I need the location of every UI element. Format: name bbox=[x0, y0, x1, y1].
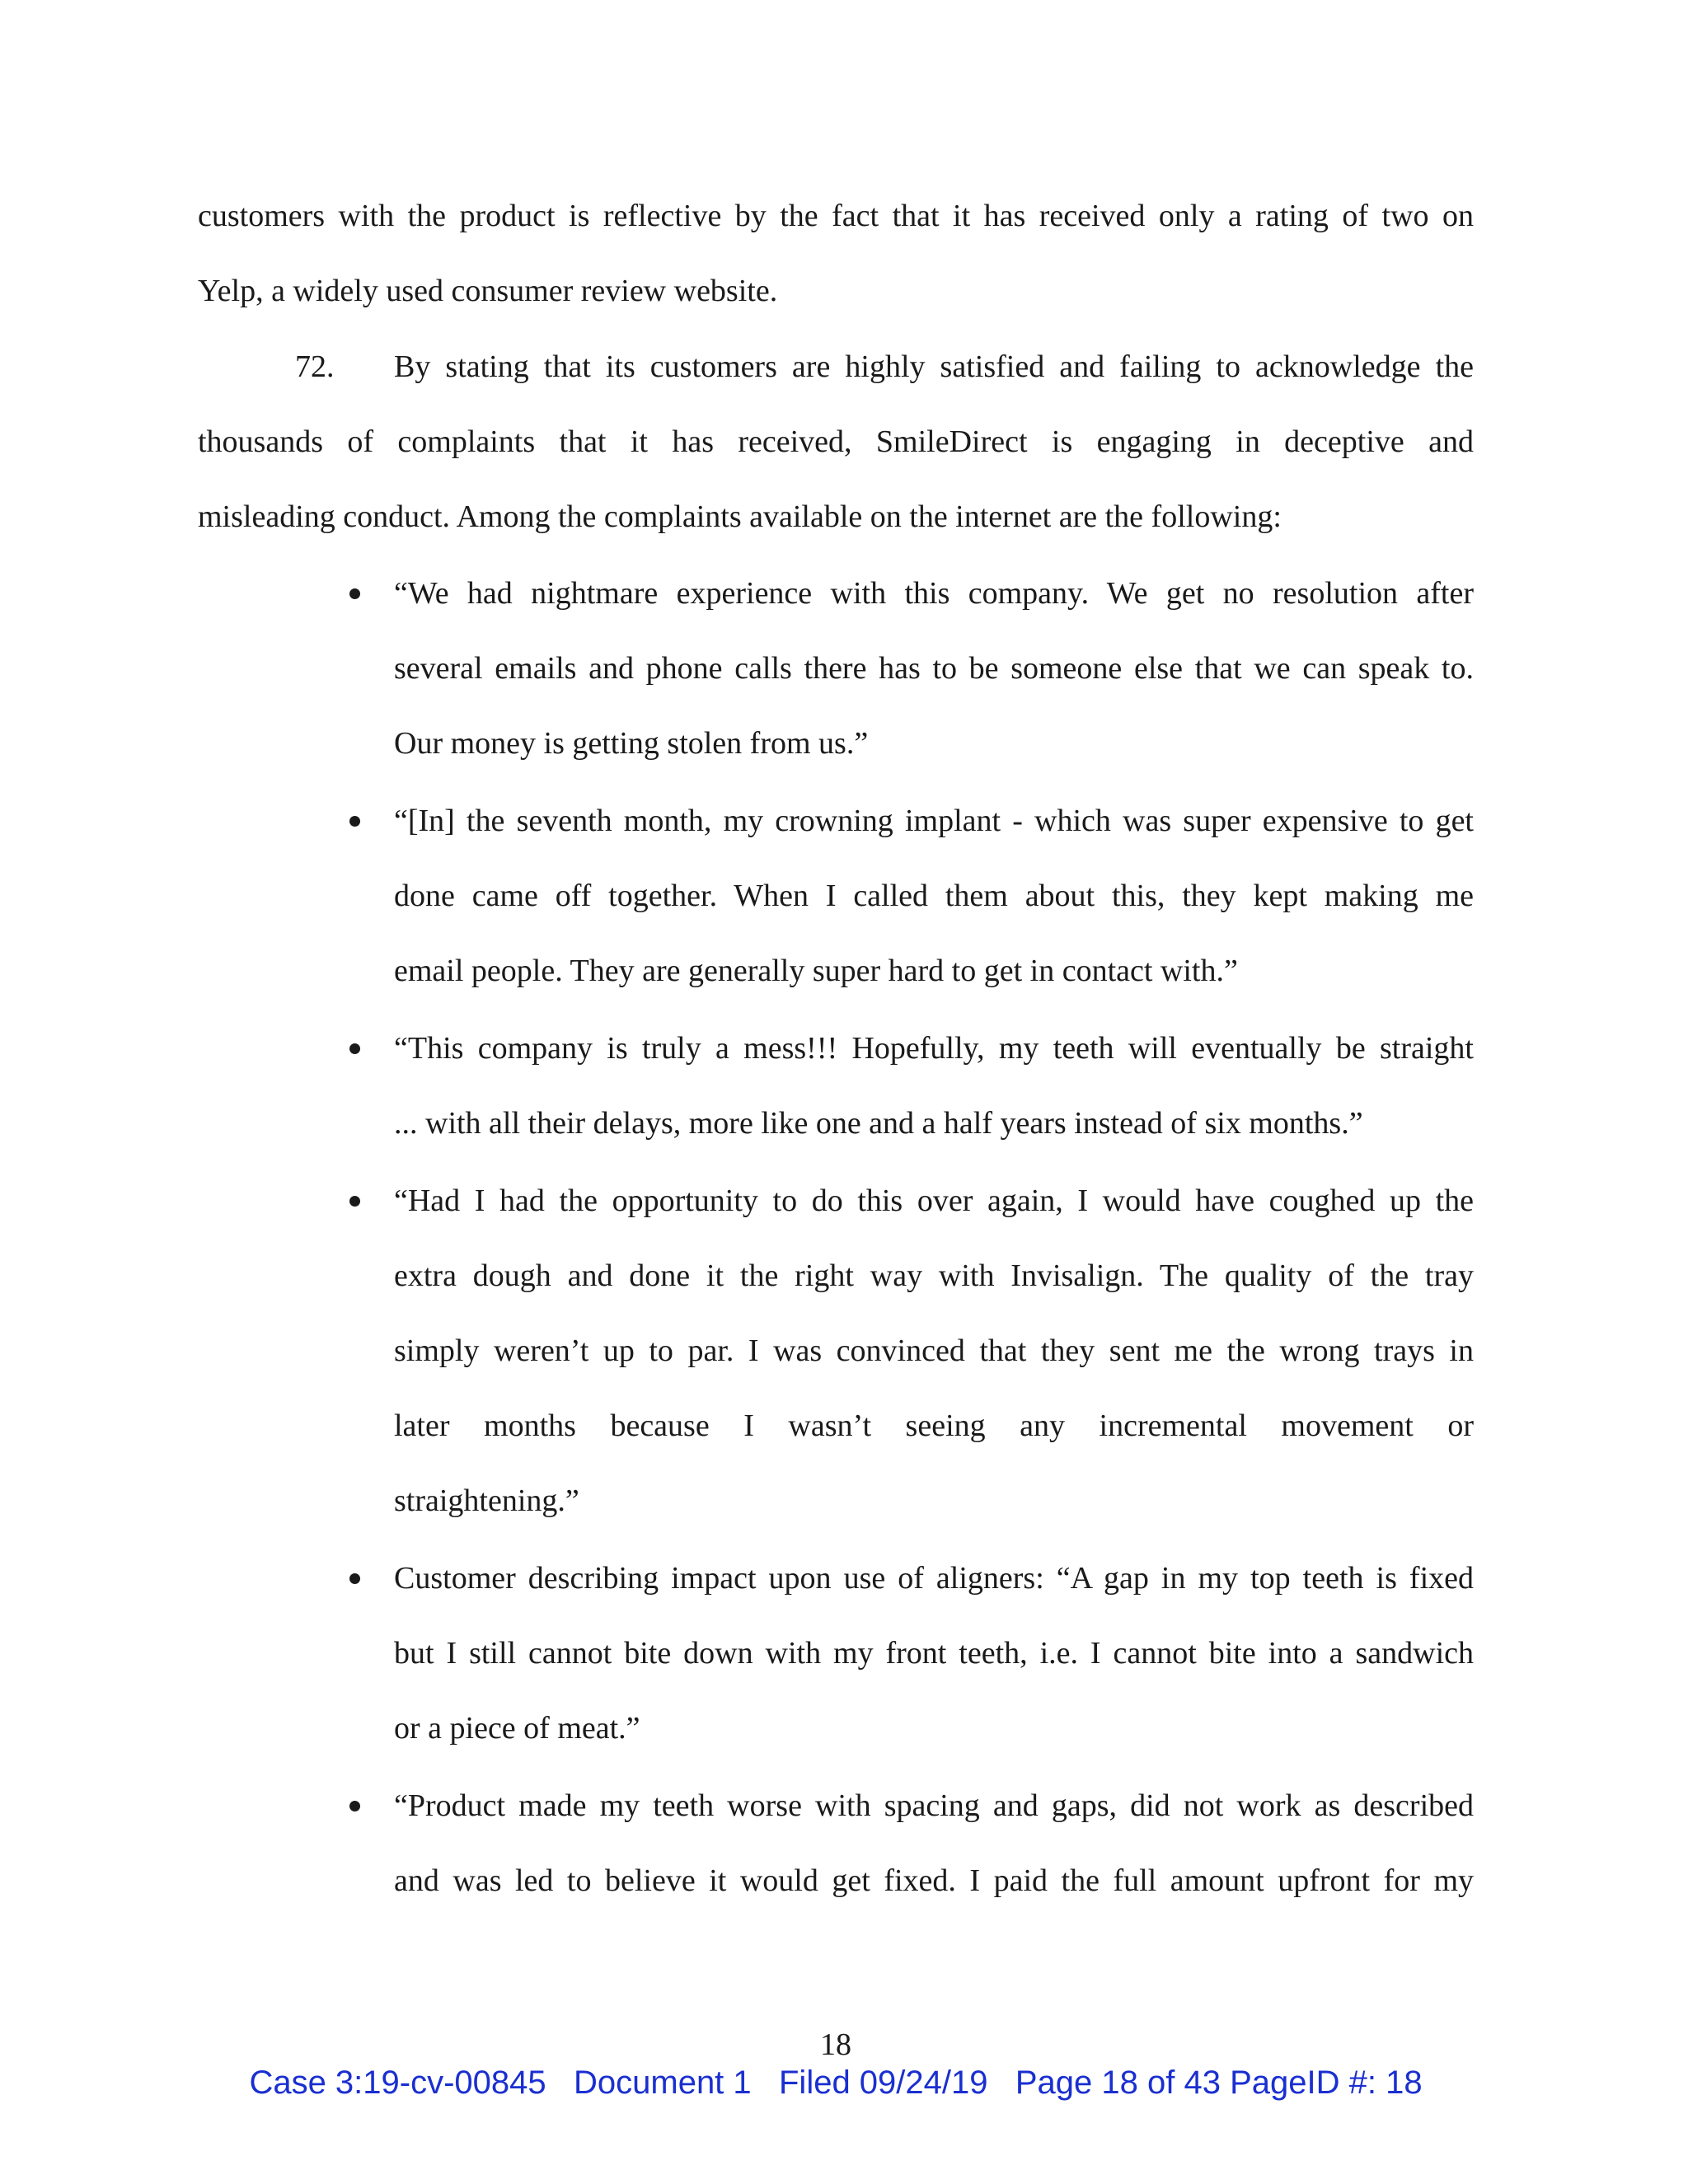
bullet-icon bbox=[346, 574, 366, 612]
bullet-text-line: several emails and phone calls there has to be someone else that we can speak to. bbox=[394, 651, 1474, 686]
bullet-text-line: Our money is getting stolen from us.” bbox=[394, 726, 869, 761]
body-text-line: misleading conduct. Among the complaints available on the internet are the following: bbox=[198, 499, 1282, 534]
bullet-text-line: and was led to believe it would get fixed. I paid the full amount upfront for my bbox=[394, 1863, 1474, 1898]
bullet-text-line: email people. They are generally super hard to get in contact with.” bbox=[394, 954, 1238, 988]
case-filing-stamp: Case 3:19-cv-00845 Document 1 Filed 09/24/19 Page 18 of 43 PageID #: 18 bbox=[249, 2064, 1423, 2101]
bullet-text-line: but I still cannot bite down with my front teeth, i.e. I cannot bite into a sandwich bbox=[394, 1636, 1474, 1671]
bullet-text-line: done came off together. When I called them about this, they kept making me bbox=[394, 879, 1474, 913]
bullet-text-line: “Had I had the opportunity to do this over again, I would have coughed up the bbox=[394, 1183, 1474, 1218]
bullet-text-line: Customer describing impact upon use of aligners: “A gap in my top teeth is fixed bbox=[394, 1561, 1474, 1596]
bullet-text-line: “We had nightmare experience with this company. We get no resolution after bbox=[394, 576, 1474, 611]
bullet-text-line: straightening.” bbox=[394, 1483, 579, 1518]
bullet-text-line: later months because I wasn’t seeing any incremental movement or bbox=[394, 1408, 1474, 1443]
bullet-icon bbox=[346, 1029, 366, 1067]
body-text-line: thousands of complaints that it has received, SmileDirect is engaging in deceptive and bbox=[198, 424, 1474, 459]
page-number: 18 bbox=[820, 2027, 851, 2062]
bullet-text-line: “[In] the seventh month, my crowning implant - which was super expensive to get bbox=[394, 804, 1474, 838]
paragraph-number: 72. bbox=[295, 349, 335, 384]
bullet-text-line: extra dough and done it the right way with Invisalign. The quality of the tray bbox=[394, 1258, 1474, 1293]
bullet-text-line: “Product made my teeth worse with spacing and gaps, did not work as described bbox=[394, 1788, 1474, 1823]
bullet-text-line: ... with all their delays, more like one and a half years instead of six months.” bbox=[394, 1106, 1363, 1141]
body-text-line: customers with the product is reflective by the fact that it has received only a rating of two on bbox=[198, 199, 1474, 233]
bullet-icon bbox=[346, 1559, 366, 1597]
bullet-text-line: “This company is truly a mess!!! Hopefully, my teeth will eventually be straight bbox=[394, 1031, 1474, 1066]
bullet-icon bbox=[346, 1182, 366, 1220]
bullet-text-line: or a piece of meat.” bbox=[394, 1711, 640, 1746]
bullet-icon bbox=[346, 1787, 366, 1825]
paragraph-first-line: By stating that its customers are highly satisfied and failing to acknowledge the bbox=[394, 349, 1474, 384]
bullet-icon bbox=[346, 802, 366, 840]
bullet-text-line: simply weren’t up to par. I was convinced that they sent me the wrong trays in bbox=[394, 1333, 1474, 1368]
body-text-line: Yelp, a widely used consumer review website. bbox=[198, 274, 778, 308]
